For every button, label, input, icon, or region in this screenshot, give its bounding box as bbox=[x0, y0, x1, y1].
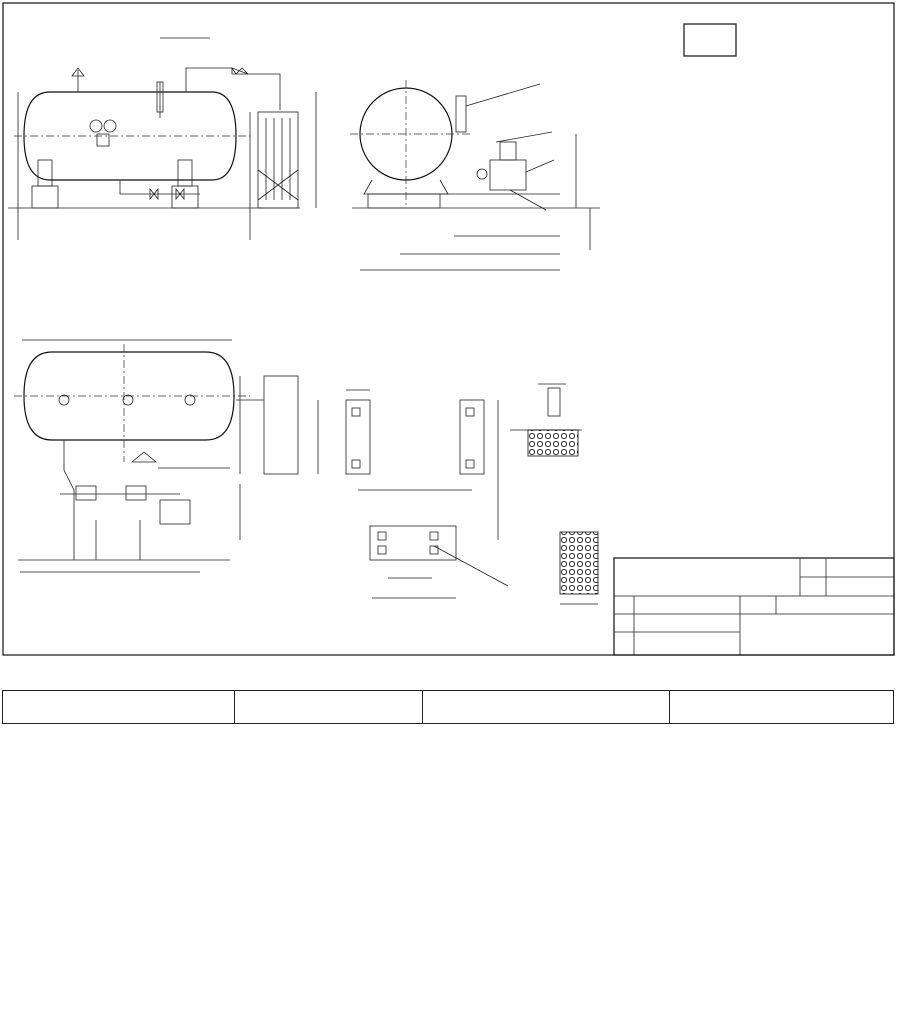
pp-section-block bbox=[560, 532, 598, 594]
title-model-box bbox=[684, 24, 736, 56]
model-spec-table bbox=[2, 690, 894, 724]
water-pump bbox=[490, 160, 526, 190]
pump-foundation bbox=[370, 526, 456, 560]
tank-saddle-left bbox=[38, 160, 52, 186]
pressure-gauge-left bbox=[90, 120, 102, 132]
header-l bbox=[670, 691, 894, 724]
section-rr bbox=[510, 384, 582, 456]
plan-view bbox=[14, 340, 298, 572]
header-cylinders bbox=[234, 691, 422, 724]
spec-header-row bbox=[3, 691, 894, 724]
nitrogen-cylinder-bank bbox=[258, 112, 298, 208]
header-pressure bbox=[3, 691, 235, 724]
foundation-pad-right bbox=[460, 400, 484, 474]
side-elevation-view bbox=[350, 80, 600, 270]
pressure-gauge-right bbox=[104, 120, 116, 132]
title-block bbox=[614, 558, 894, 655]
cylinder-rack-plan bbox=[264, 376, 298, 474]
foundation-plan bbox=[318, 390, 508, 598]
header-b bbox=[422, 691, 670, 724]
tank-saddle-right bbox=[178, 160, 192, 186]
control-cabinet bbox=[160, 500, 190, 524]
foundation-pad-left bbox=[346, 400, 370, 474]
section-pp bbox=[560, 532, 598, 604]
rr-section-block bbox=[528, 430, 578, 456]
drawing-frame bbox=[3, 3, 894, 655]
front-elevation-view bbox=[8, 38, 316, 240]
